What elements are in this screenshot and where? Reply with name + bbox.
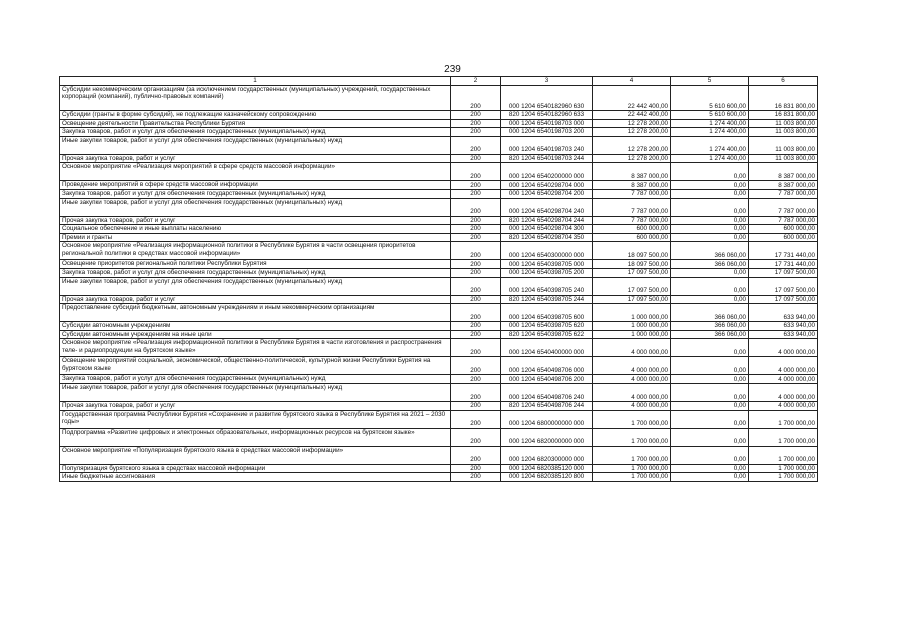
cell-line-code: 200 bbox=[451, 216, 501, 225]
cell-budget-code: 000 1204 6540298704 200 bbox=[501, 189, 593, 198]
column-header: 5 bbox=[671, 77, 749, 86]
table-row bbox=[60, 181, 818, 190]
cell-budget-code: 000 1204 6540398705 620 bbox=[501, 322, 593, 331]
cell-executed: 1 274 400,00 bbox=[671, 119, 749, 128]
column-header: 3 bbox=[501, 77, 593, 86]
cell-name: Освещение мероприятий социальной, экономической, общественно-политической, культурной жизни Республики Бурятия на бурятском языке bbox=[60, 357, 451, 375]
cell-name: Иные закупки товаров, работ и услуг для обеспечения государственных (муниципальных) нужд bbox=[60, 198, 451, 216]
table-row bbox=[60, 198, 818, 216]
cell-budget-code: 000 1204 6540298704 000 bbox=[501, 181, 593, 190]
cell-approved: 1 700 000,00 bbox=[593, 446, 671, 464]
cell-budget-code: 820 1204 6540298704 244 bbox=[501, 216, 593, 225]
table-row bbox=[60, 260, 818, 269]
cell-executed: 0,00 bbox=[671, 277, 749, 295]
cell-budget-code: 000 1204 6540298704 300 bbox=[501, 225, 593, 234]
cell-unexecuted: 7 787 000,00 bbox=[749, 198, 818, 216]
cell-budget-code: 000 1204 6540300000 000 bbox=[501, 242, 593, 260]
cell-budget-code: 000 1204 6820300000 000 bbox=[501, 446, 593, 464]
table-row bbox=[60, 330, 818, 339]
cell-line-code: 200 bbox=[451, 330, 501, 339]
table-row bbox=[60, 119, 818, 128]
cell-budget-code: 000 1204 6540182960 630 bbox=[501, 86, 593, 111]
cell-unexecuted: 600 000,00 bbox=[749, 233, 818, 242]
cell-line-code: 200 bbox=[451, 375, 501, 384]
cell-line-code: 200 bbox=[451, 464, 501, 473]
cell-budget-code: 000 1204 6540498706 240 bbox=[501, 383, 593, 401]
cell-line-code: 200 bbox=[451, 428, 501, 446]
cell-name: Освещение деятельности Правительства Республики Бурятия bbox=[60, 119, 451, 128]
table-row bbox=[60, 242, 818, 260]
cell-executed: 0,00 bbox=[671, 446, 749, 464]
cell-approved: 4 000 000,00 bbox=[593, 357, 671, 375]
table-row bbox=[60, 322, 818, 331]
cell-name: Иные закупки товаров, работ и услуг для обеспечения государственных (муниципальных) нужд bbox=[60, 277, 451, 295]
cell-name: Субсидии автономным учреждениям на иные цели bbox=[60, 330, 451, 339]
cell-executed: 0,00 bbox=[671, 295, 749, 304]
cell-name: Прочая закупка товаров, работ и услуг bbox=[60, 154, 451, 163]
cell-name: Иные закупки товаров, работ и услуг для обеспечения государственных (муниципальных) нужд bbox=[60, 383, 451, 401]
cell-budget-code: 820 1204 6540198703 244 bbox=[501, 154, 593, 163]
cell-approved: 1 700 000,00 bbox=[593, 410, 671, 428]
cell-approved: 600 000,00 bbox=[593, 233, 671, 242]
cell-executed: 0,00 bbox=[671, 216, 749, 225]
table-row bbox=[60, 128, 818, 137]
cell-executed: 366 060,00 bbox=[671, 322, 749, 331]
cell-name: Популяризация бурятского языка в средствах массовой информации bbox=[60, 464, 451, 473]
table-row bbox=[60, 383, 818, 401]
cell-name: Субсидии автономным учреждениям bbox=[60, 322, 451, 331]
cell-name: Субсидии (гранты в форме субсидий), не подлежащие казначейскому сопровождению bbox=[60, 111, 451, 120]
cell-executed: 0,00 bbox=[671, 410, 749, 428]
cell-executed: 0,00 bbox=[671, 428, 749, 446]
cell-name: Освещение приоритетов региональной политики Республики Бурятия bbox=[60, 260, 451, 269]
cell-line-code: 200 bbox=[451, 119, 501, 128]
cell-line-code: 200 bbox=[451, 277, 501, 295]
cell-name: Прочая закупка товаров, работ и услуг bbox=[60, 216, 451, 225]
cell-line-code: 200 bbox=[451, 410, 501, 428]
table-row bbox=[60, 464, 818, 473]
cell-budget-code: 000 1204 6540198703 200 bbox=[501, 128, 593, 137]
cell-unexecuted: 4 000 000,00 bbox=[749, 375, 818, 384]
table-row bbox=[60, 304, 818, 322]
table-row bbox=[60, 428, 818, 446]
cell-budget-code: 820 1204 6540498706 244 bbox=[501, 401, 593, 410]
cell-name: Предоставление субсидий бюджетным, автономным учреждениям и иным некоммерческим организациям bbox=[60, 304, 451, 322]
table-row bbox=[60, 446, 818, 464]
cell-approved: 12 278 200,00 bbox=[593, 119, 671, 128]
cell-unexecuted: 4 000 000,00 bbox=[749, 383, 818, 401]
column-header: 4 bbox=[593, 77, 671, 86]
cell-budget-code: 000 1204 6820385120 800 bbox=[501, 473, 593, 482]
cell-executed: 366 060,00 bbox=[671, 260, 749, 269]
cell-unexecuted: 633 940,00 bbox=[749, 330, 818, 339]
cell-unexecuted: 633 940,00 bbox=[749, 304, 818, 322]
cell-unexecuted: 17 731 440,00 bbox=[749, 242, 818, 260]
cell-executed: 0,00 bbox=[671, 473, 749, 482]
cell-line-code: 200 bbox=[451, 181, 501, 190]
cell-line-code: 200 bbox=[451, 339, 501, 357]
cell-unexecuted: 633 940,00 bbox=[749, 322, 818, 331]
cell-name: Иные закупки товаров, работ и услуг для обеспечения государственных (муниципальных) нужд bbox=[60, 136, 451, 154]
cell-budget-code: 820 1204 6540298704 350 bbox=[501, 233, 593, 242]
cell-approved: 7 787 000,00 bbox=[593, 216, 671, 225]
cell-line-code: 200 bbox=[451, 357, 501, 375]
cell-unexecuted: 8 387 000,00 bbox=[749, 181, 818, 190]
header-row bbox=[60, 77, 818, 86]
cell-unexecuted: 11 003 800,00 bbox=[749, 154, 818, 163]
cell-executed: 1 274 400,00 bbox=[671, 154, 749, 163]
table-row bbox=[60, 277, 818, 295]
cell-budget-code: 000 1204 6820385120 000 bbox=[501, 464, 593, 473]
cell-budget-code: 000 1204 6820000000 000 bbox=[501, 428, 593, 446]
cell-budget-code: 820 1204 6540398705 244 bbox=[501, 295, 593, 304]
page-number: 239 bbox=[444, 64, 461, 75]
cell-name: Иные бюджетные ассигнования bbox=[60, 473, 451, 482]
cell-line-code: 200 bbox=[451, 304, 501, 322]
cell-line-code: 200 bbox=[451, 136, 501, 154]
cell-unexecuted: 17 097 500,00 bbox=[749, 268, 818, 277]
cell-executed: 0,00 bbox=[671, 268, 749, 277]
cell-unexecuted: 4 000 000,00 bbox=[749, 357, 818, 375]
cell-unexecuted: 8 387 000,00 bbox=[749, 163, 818, 181]
cell-line-code: 200 bbox=[451, 198, 501, 216]
cell-executed: 366 060,00 bbox=[671, 242, 749, 260]
cell-name: Социальное обеспечение и иные выплаты населению bbox=[60, 225, 451, 234]
cell-unexecuted: 4 000 000,00 bbox=[749, 401, 818, 410]
cell-unexecuted: 11 003 800,00 bbox=[749, 136, 818, 154]
cell-unexecuted: 11 003 800,00 bbox=[749, 119, 818, 128]
cell-name: Закупка товаров, работ и услуг для обеспечения государственных (муниципальных) нужд bbox=[60, 189, 451, 198]
table-row bbox=[60, 233, 818, 242]
cell-executed: 0,00 bbox=[671, 198, 749, 216]
column-header: 1 bbox=[60, 77, 451, 86]
cell-name: Закупка товаров, работ и услуг для обеспечения государственных (муниципальных) нужд bbox=[60, 268, 451, 277]
cell-name: Субсидии некоммерческим организациям (за исключением государственных (муниципальных) учреждений, государственных корпораций (компаний), публично-правовых компаний) bbox=[60, 86, 451, 111]
cell-line-code: 200 bbox=[451, 268, 501, 277]
cell-budget-code: 000 1204 6540498706 000 bbox=[501, 357, 593, 375]
cell-line-code: 200 bbox=[451, 295, 501, 304]
cell-budget-code: 000 1204 6540398705 000 bbox=[501, 260, 593, 269]
cell-budget-code: 000 1204 6800000000 000 bbox=[501, 410, 593, 428]
cell-budget-code: 000 1204 6540398705 600 bbox=[501, 304, 593, 322]
cell-budget-code: 000 1204 6540398705 240 bbox=[501, 277, 593, 295]
cell-unexecuted: 600 000,00 bbox=[749, 225, 818, 234]
cell-line-code: 200 bbox=[451, 154, 501, 163]
cell-budget-code: 000 1204 6540498706 200 bbox=[501, 375, 593, 384]
table-row bbox=[60, 189, 818, 198]
budget-table bbox=[59, 76, 818, 482]
table-row bbox=[60, 216, 818, 225]
cell-approved: 18 097 500,00 bbox=[593, 242, 671, 260]
cell-executed: 366 060,00 bbox=[671, 304, 749, 322]
cell-unexecuted: 17 097 500,00 bbox=[749, 295, 818, 304]
cell-executed: 0,00 bbox=[671, 189, 749, 198]
cell-unexecuted: 7 787 000,00 bbox=[749, 189, 818, 198]
table-row bbox=[60, 473, 818, 482]
table-row bbox=[60, 295, 818, 304]
cell-executed: 0,00 bbox=[671, 383, 749, 401]
cell-executed: 366 060,00 bbox=[671, 330, 749, 339]
cell-approved: 4 000 000,00 bbox=[593, 375, 671, 384]
cell-approved: 1 700 000,00 bbox=[593, 473, 671, 482]
cell-approved: 600 000,00 bbox=[593, 225, 671, 234]
cell-approved: 17 097 500,00 bbox=[593, 295, 671, 304]
cell-unexecuted: 16 831 800,00 bbox=[749, 86, 818, 111]
cell-executed: 0,00 bbox=[671, 464, 749, 473]
cell-unexecuted: 4 000 000,00 bbox=[749, 339, 818, 357]
cell-line-code: 200 bbox=[451, 446, 501, 464]
cell-line-code: 200 bbox=[451, 225, 501, 234]
cell-line-code: 200 bbox=[451, 189, 501, 198]
cell-unexecuted: 11 003 800,00 bbox=[749, 128, 818, 137]
cell-budget-code: 000 1204 6540198703 000 bbox=[501, 119, 593, 128]
cell-name: Основное мероприятие «Популяризация бурятского языка в средствах массовой информации» bbox=[60, 446, 451, 464]
cell-unexecuted: 1 700 000,00 bbox=[749, 446, 818, 464]
cell-line-code: 200 bbox=[451, 260, 501, 269]
cell-line-code: 200 bbox=[451, 233, 501, 242]
cell-executed: 0,00 bbox=[671, 181, 749, 190]
cell-budget-code: 000 1204 6540298704 240 bbox=[501, 198, 593, 216]
table-row bbox=[60, 410, 818, 428]
cell-approved: 4 000 000,00 bbox=[593, 401, 671, 410]
cell-line-code: 200 bbox=[451, 163, 501, 181]
cell-approved: 22 442 400,00 bbox=[593, 111, 671, 120]
cell-line-code: 200 bbox=[451, 86, 501, 111]
cell-executed: 0,00 bbox=[671, 375, 749, 384]
cell-line-code: 200 bbox=[451, 242, 501, 260]
table-row bbox=[60, 136, 818, 154]
cell-budget-code: 820 1204 6540398705 622 bbox=[501, 330, 593, 339]
cell-unexecuted: 17 097 500,00 bbox=[749, 277, 818, 295]
cell-line-code: 200 bbox=[451, 473, 501, 482]
cell-approved: 8 387 000,00 bbox=[593, 163, 671, 181]
cell-name: Прочая закупка товаров, работ и услуг bbox=[60, 295, 451, 304]
table-row bbox=[60, 268, 818, 277]
cell-unexecuted: 7 787 000,00 bbox=[749, 216, 818, 225]
table-row bbox=[60, 339, 818, 357]
cell-approved: 1 000 000,00 bbox=[593, 330, 671, 339]
cell-executed: 1 274 400,00 bbox=[671, 136, 749, 154]
cell-approved: 17 097 500,00 bbox=[593, 268, 671, 277]
cell-budget-code: 000 1204 6540198703 240 bbox=[501, 136, 593, 154]
table-row bbox=[60, 154, 818, 163]
cell-unexecuted: 1 700 000,00 bbox=[749, 473, 818, 482]
cell-executed: 0,00 bbox=[671, 163, 749, 181]
table-row bbox=[60, 225, 818, 234]
cell-line-code: 200 bbox=[451, 401, 501, 410]
cell-approved: 22 442 400,00 bbox=[593, 86, 671, 111]
cell-name: Проведение мероприятий в сфере средств массовой информации bbox=[60, 181, 451, 190]
table-row bbox=[60, 86, 818, 111]
cell-name: Государственная программа Республики Бурятия «Сохранение и развитие бурятского языка в Республике Бурятия на 2021 – 2030 годы» bbox=[60, 410, 451, 428]
cell-executed: 5 610 600,00 bbox=[671, 111, 749, 120]
cell-executed: 0,00 bbox=[671, 401, 749, 410]
cell-approved: 4 000 000,00 bbox=[593, 383, 671, 401]
cell-approved: 18 097 500,00 bbox=[593, 260, 671, 269]
table-row bbox=[60, 401, 818, 410]
cell-name: Закупка товаров, работ и услуг для обеспечения государственных (муниципальных) нужд bbox=[60, 128, 451, 137]
cell-unexecuted: 16 831 800,00 bbox=[749, 111, 818, 120]
cell-budget-code: 000 1204 6540200000 000 bbox=[501, 163, 593, 181]
cell-name: Закупка товаров, работ и услуг для обеспечения государственных (муниципальных) нужд bbox=[60, 375, 451, 384]
cell-line-code: 200 bbox=[451, 322, 501, 331]
cell-unexecuted: 17 731 440,00 bbox=[749, 260, 818, 269]
cell-approved: 12 278 200,00 bbox=[593, 128, 671, 137]
cell-executed: 0,00 bbox=[671, 339, 749, 357]
cell-name: Подпрограмма «Развитие цифровых и электронных образовательных, информационных ресурсов на бурятском языке» bbox=[60, 428, 451, 446]
cell-name: Основное мероприятие «Реализация информационной политики в Республике Бурятия в части изготовления и распространения теле- и радиопродукции на бурятском языке» bbox=[60, 339, 451, 357]
cell-name: Премии и гранты bbox=[60, 233, 451, 242]
cell-unexecuted: 1 700 000,00 bbox=[749, 464, 818, 473]
cell-approved: 1 700 000,00 bbox=[593, 464, 671, 473]
cell-approved: 8 387 000,00 bbox=[593, 181, 671, 190]
cell-executed: 0,00 bbox=[671, 233, 749, 242]
cell-line-code: 200 bbox=[451, 128, 501, 137]
cell-budget-code: 820 1204 6540182960 633 bbox=[501, 111, 593, 120]
cell-budget-code: 000 1204 6540398705 200 bbox=[501, 268, 593, 277]
cell-executed: 0,00 bbox=[671, 225, 749, 234]
cell-approved: 7 787 000,00 bbox=[593, 198, 671, 216]
cell-name: Прочая закупка товаров, работ и услуг bbox=[60, 401, 451, 410]
cell-approved: 7 787 000,00 bbox=[593, 189, 671, 198]
cell-approved: 4 000 000,00 bbox=[593, 339, 671, 357]
cell-line-code: 200 bbox=[451, 383, 501, 401]
column-header: 2 bbox=[451, 77, 501, 86]
table-row bbox=[60, 357, 818, 375]
cell-approved: 1 000 000,00 bbox=[593, 322, 671, 331]
cell-name: Основное мероприятие «Реализация мероприятий в сфере средств массовой информации» bbox=[60, 163, 451, 181]
cell-approved: 12 278 200,00 bbox=[593, 154, 671, 163]
cell-approved: 17 097 500,00 bbox=[593, 277, 671, 295]
cell-approved: 12 278 200,00 bbox=[593, 136, 671, 154]
table-row bbox=[60, 375, 818, 384]
cell-line-code: 200 bbox=[451, 111, 501, 120]
cell-approved: 1 700 000,00 bbox=[593, 428, 671, 446]
cell-executed: 5 610 600,00 bbox=[671, 86, 749, 111]
cell-executed: 0,00 bbox=[671, 357, 749, 375]
table-row bbox=[60, 111, 818, 120]
column-header: 6 bbox=[749, 77, 818, 86]
table-row bbox=[60, 163, 818, 181]
cell-executed: 1 274 400,00 bbox=[671, 128, 749, 137]
cell-budget-code: 000 1204 6540400000 000 bbox=[501, 339, 593, 357]
cell-approved: 1 000 000,00 bbox=[593, 304, 671, 322]
cell-unexecuted: 1 700 000,00 bbox=[749, 410, 818, 428]
cell-name: Основное мероприятие «Реализация информационной политики в Республике Бурятия в части освещения приоритетов региональной политики в средствах массовой информации» bbox=[60, 242, 451, 260]
cell-unexecuted: 1 700 000,00 bbox=[749, 428, 818, 446]
